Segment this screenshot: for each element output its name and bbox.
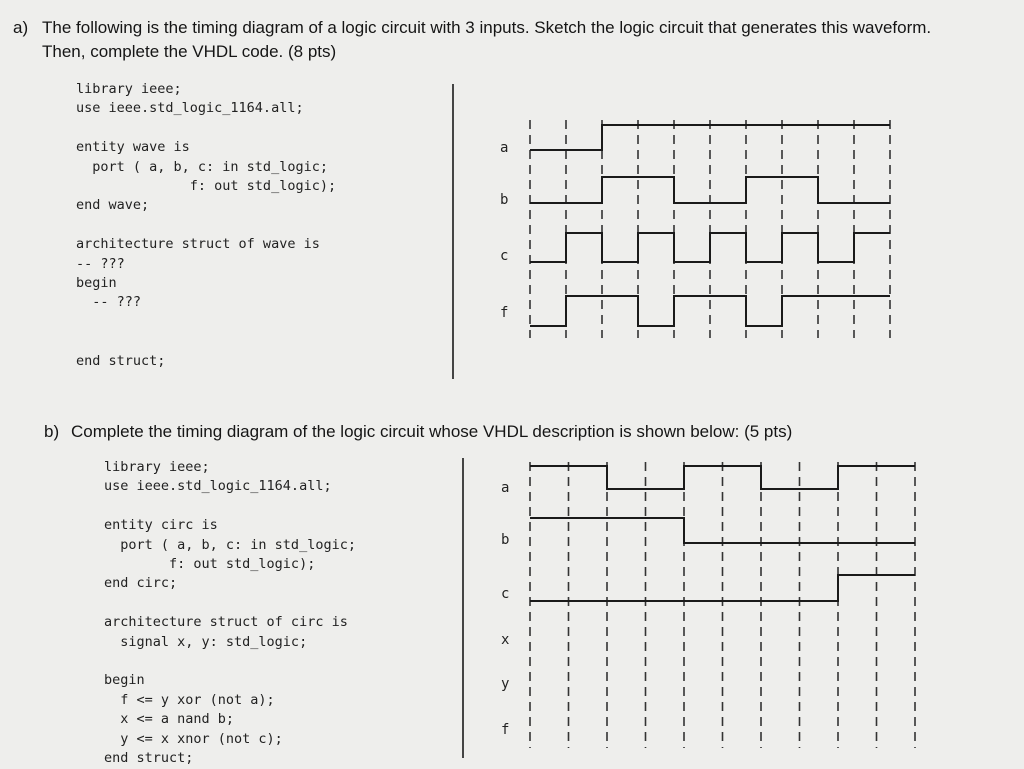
part-b-code-line: entity circ is — [104, 517, 218, 534]
part-a-code-line: end wave; — [76, 197, 150, 214]
part-b-code-line: use ieee.std_logic_1164.all; — [104, 478, 332, 495]
part-a-code-line: f: out std_logic); — [76, 178, 337, 195]
part-b-code-line: signal x, y: std_logic; — [104, 633, 308, 650]
part-b-signal-label-c: c — [501, 586, 510, 602]
part-b-prompt: Complete the timing diagram of the logic circuit whose VHDL description is shown below: (5 pts) — [71, 422, 793, 441]
part-a-code-line: -- ??? — [76, 255, 125, 272]
part-b-code-line: f: out std_logic); — [104, 556, 316, 573]
part-a-code-line: begin — [76, 275, 117, 292]
part-a-signal-label-a: a — [500, 140, 509, 156]
part-a-signal-label-b: b — [500, 192, 509, 208]
part-a-waveform-c — [530, 233, 890, 262]
part-b-code-line: y <= x xnor (not c); — [104, 730, 283, 747]
part-a-code-line: use ieee.std_logic_1164.all; — [76, 100, 304, 117]
part-b-signal-label-y: y — [501, 676, 510, 692]
part-b-code-line: architecture struct of circ is — [104, 614, 348, 631]
part-b-code-line: f <= y xor (not a); — [104, 691, 275, 708]
part-b-signal-label-a: a — [501, 480, 510, 496]
part-b-code-line: begin — [104, 672, 145, 689]
part-a-prompt-line1: The following is the timing diagram of a logic circuit with 3 inputs. Sketch the logic circuit that generates this waveform. — [42, 18, 932, 37]
part-b-code-line: port ( a, b, c: in std_logic; — [104, 536, 356, 553]
part-a-code-line: port ( a, b, c: in std_logic; — [76, 158, 328, 175]
part-a-code-line: library ieee; — [76, 81, 182, 97]
part-b-signal-label-b: b — [501, 532, 510, 548]
part-b-code-line: end struct; — [104, 750, 194, 767]
part-a-code-line: end struct; — [76, 352, 166, 369]
part-a-code-line: -- ??? — [76, 294, 142, 311]
part-b-signal-label-f: f — [501, 722, 510, 738]
part-a-label: a) — [13, 18, 29, 37]
part-a-prompt-line2: Then, complete the VHDL code. (8 pts) — [42, 42, 337, 61]
part-b-label: b) — [44, 422, 60, 441]
part-b-code-line: library ieee; — [104, 459, 210, 475]
part-b-code-line: end circ; — [104, 575, 178, 592]
part-a-code-line: entity wave is — [76, 139, 190, 156]
part-a-code-line: architecture struct of wave is — [76, 236, 320, 253]
part-b-signal-label-x: x — [501, 632, 510, 648]
part-b-code-line: x <= a nand b; — [104, 711, 235, 728]
part-a-signal-label-f: f — [500, 305, 509, 321]
part-a-signal-label-c: c — [500, 248, 509, 264]
